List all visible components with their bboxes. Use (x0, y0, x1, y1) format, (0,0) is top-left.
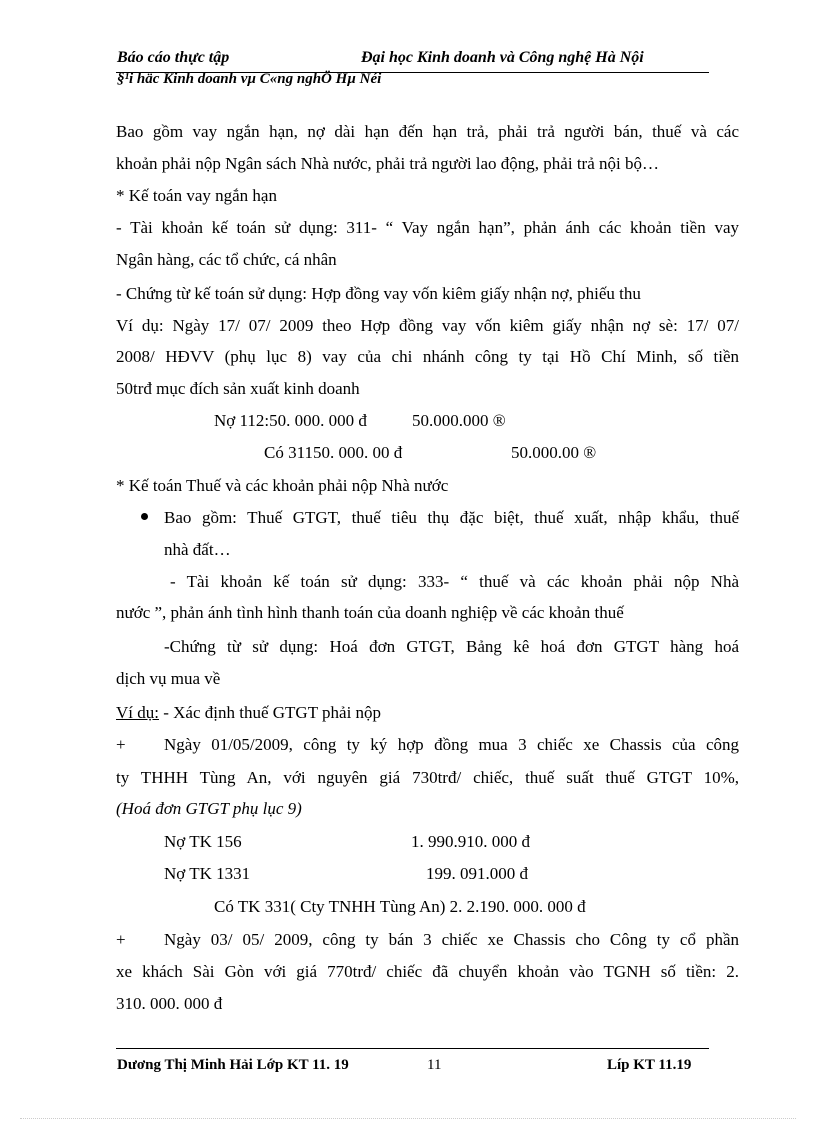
journal-entry-amount: 50.000.00 ® (511, 443, 597, 462)
journal-entry-debit: Nợ TK 156 (164, 832, 242, 851)
paragraph-line: Bao gồm: Thuế GTGT, thuế tiêu thụ đặc biệt, thuế xuất, nhập khẩu, thuế (164, 508, 739, 527)
paragraph-line: Ngày 01/05/2009, công ty ký hợp đồng mua 3 chiếc xe Chassis của công (164, 735, 739, 754)
paragraph-line: -Chứng từ sử dụng: Hoá đơn GTGT, Bảng kê hoá đơn GTGT hàng hoá (164, 637, 739, 656)
paragraph-line: khoản phải nộp Ngân sách Nhà nước, phải trả người lao động, phải trả nội bộ… (116, 154, 659, 173)
bullet-icon (141, 513, 148, 520)
page-bottom-border (20, 1118, 796, 1119)
journal-entry-credit: Có TK 331( Cty TNHH Tùng An) 2. 2.190. 000. 000 đ (214, 897, 586, 916)
paragraph-line: 50trđ mục đích sản xuất kinh doanh (116, 379, 360, 398)
paragraph-line: nhà đất… (164, 540, 231, 559)
paragraph-line: Ngân hàng, các tổ chức, cá nhân (116, 250, 337, 269)
paragraph-line: - Chứng từ kế toán sử dụng: Hợp đồng vay vốn kiêm giấy nhận nợ, phiếu thu (116, 284, 641, 303)
paragraph-line: 310. 000. 000 đ (116, 994, 223, 1013)
header-garbled: §¹i häc Kinh doanh vµ C«ng nghÖ Hµ Néi (117, 71, 382, 87)
paragraph-line: Ví dụ: Ngày 17/ 07/ 2009 theo Hợp đồng vay vốn kiêm giấy nhận nợ sè: 17/ 07/ (116, 316, 739, 335)
paragraph-line: nước ”, phản ánh tình hình thanh toán của doanh nghiệp về các khoản thuế (116, 603, 624, 622)
journal-entry-amount: 50.000.000 ® (412, 411, 506, 430)
footer-class: Líp KT 11.19 (607, 1057, 692, 1073)
example-label: Ví dụ: (116, 703, 159, 722)
header-left: Báo cáo thực tập (117, 49, 230, 66)
section-heading: * Kế toán Thuế và các khoản phải nộp Nhà nước (116, 476, 449, 495)
paragraph-line: ty THHH Tùng An, với nguyên giá 730trđ/ chiếc, thuế suất thuế GTGT 10%, (116, 768, 739, 787)
example-text: - Xác định thuế GTGT phải nộp (158, 703, 382, 722)
header-right: Đại học Kinh doanh và Công nghệ Hà Nội (361, 49, 644, 66)
section-heading: * Kế toán vay ngắn hạn (116, 186, 277, 205)
paragraph-line: Bao gồm vay ngắn hạn, nợ dài hạn đến hạn trả, phải trả người bán, thuế và các (116, 122, 739, 141)
plus-marker: + (116, 735, 126, 754)
journal-entry-amount: 199. 091.000 đ (426, 864, 528, 883)
footer-author: Dương Thị Minh Hải Lớp KT 11. 19 (117, 1057, 349, 1073)
paragraph-line: Ngày 03/ 05/ 2009, công ty bán 3 chiếc xe Chassis cho Công ty cổ phần (164, 930, 739, 949)
paragraph-line: 2008/ HĐVV (phụ lục 8) vay của chi nhánh công ty tại Hồ Chí Minh, số tiền (116, 347, 739, 366)
paragraph-line: dịch vụ mua về (116, 669, 221, 688)
paragraph-line: - Tài khoản kế toán sử dụng: 311- “ Vay ngắn hạn”, phản ánh các khoản tiền vay (116, 218, 739, 237)
journal-entry-amount: 1. 990.910. 000 đ (411, 832, 530, 851)
journal-entry-debit: Nợ TK 1331 (164, 864, 251, 883)
plus-marker: + (116, 930, 126, 949)
journal-entry-credit: Có 31150. 000. 00 đ (264, 443, 403, 462)
journal-entry-debit: Nợ 112:50. 000. 000 đ (214, 411, 367, 430)
footer-rule (116, 1048, 709, 1049)
example-line (116, 703, 381, 723)
paragraph-line-italic: (Hoá đơn GTGT phụ lục 9) (116, 799, 302, 818)
page-number: 11 (427, 1057, 442, 1073)
paragraph-line: xe khách Sài Gòn với giá 770trđ/ chiếc đã chuyển khoản vào TGNH số tiền: 2. (116, 962, 739, 981)
paragraph-line: - Tài khoản kế toán sử dụng: 333- “ thuế và các khoản phải nộp Nhà (170, 572, 739, 591)
